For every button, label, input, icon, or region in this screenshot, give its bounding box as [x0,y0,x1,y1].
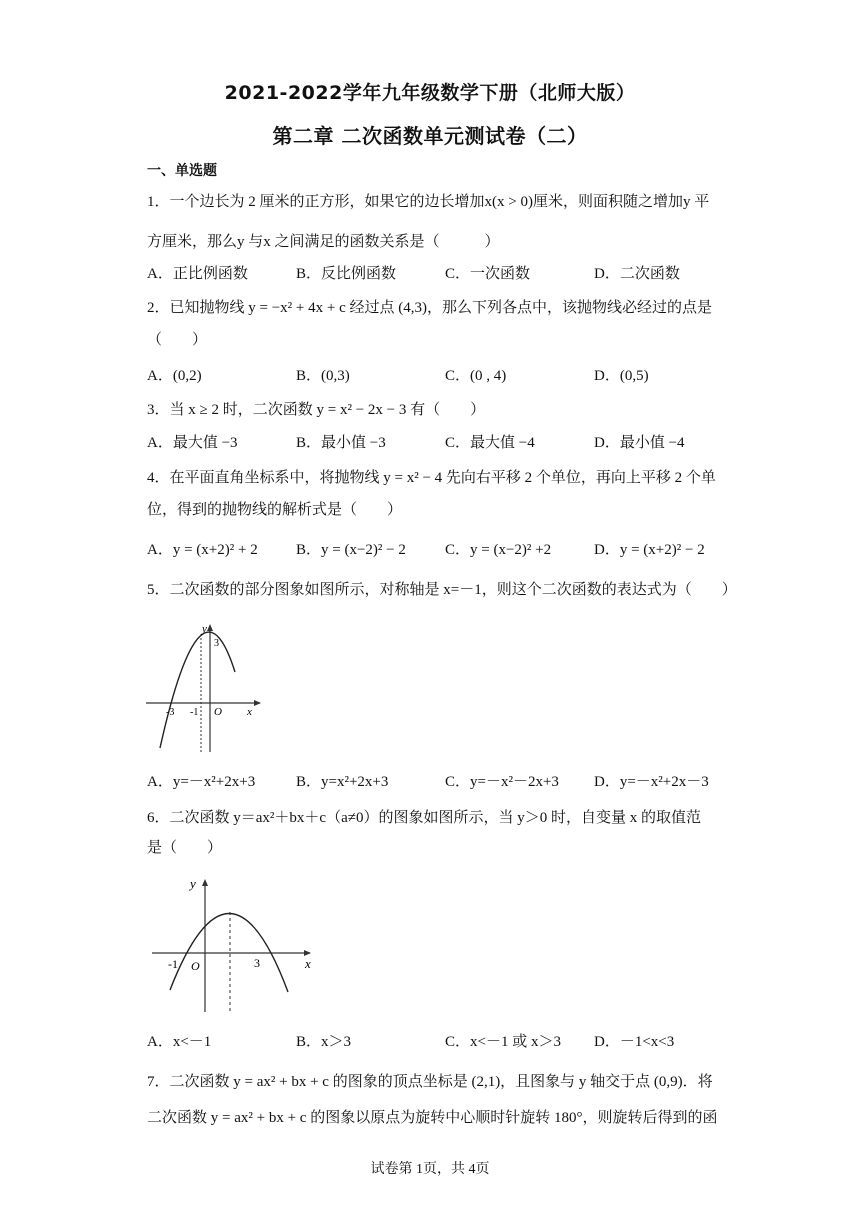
q1-line-1: 1．一个边长为 2 厘米的正方形，如果它的边长增加x(x > 0)厘米，则面积随之增加y 平 [147,194,710,210]
q4-option-b[interactable]: B．y = (x−2)² − 2 [296,542,406,558]
section-heading: 一、单选题 [147,163,217,179]
q6-option-d[interactable]: D．－1<x<3 [594,1034,675,1050]
q3-line-1: 3．当 x ≥ 2 时，二次函数 y = x² − 2x − 3 有（ ） [147,402,486,418]
q6-three-label: 3 [254,956,260,970]
q3-option-a[interactable]: A．最大值 −3 [147,435,238,451]
q6-line-2: 是（ ） [147,840,223,856]
document-title: 2021-2022学年九年级数学下册（北师大版） [224,82,636,104]
q5-y-label: y [202,623,207,635]
q6-option-b[interactable]: B．x＞3 [296,1034,352,1050]
page-footer: 试卷第 1页，共 4页 [370,1162,490,1177]
q5-option-a[interactable]: A．y=－x²+2x+3 [147,774,256,790]
q3-option-d[interactable]: D．最小值 −4 [594,435,685,451]
q5-top-label: 3 [214,638,219,649]
q7-line-1: 7．二次函数 y = ax² + bx + c 的图象的顶点坐标是 (2,1)，且图象与 y 轴交于点 (0,9)．将 [147,1074,713,1090]
q1-option-c[interactable]: C．一次函数 [445,266,531,282]
q5-x-label: x [247,706,252,718]
q2-option-d[interactable]: D．(0,5) [594,368,649,384]
q7-line-2: 二次函数 y = ax² + bx + c 的图象以原点为旋转中心顺时针旋转 180°，则旋转后得到的函 [147,1110,718,1126]
q6-y-label: y [190,876,196,891]
q6-parabola-graph [148,870,323,1015]
q5-option-b[interactable]: B．y=x²+2x+3 [296,774,389,790]
q5-origin-label: O [214,706,222,718]
q4-option-c[interactable]: C．y = (x−2)² +2 [445,542,552,558]
q5-parabola-graph [140,620,270,755]
q6-origin-label: O [191,959,200,973]
q2-option-a[interactable]: A．(0,2) [147,368,202,384]
q3-option-b[interactable]: B．最小值 −3 [296,435,386,451]
q5-parabola-curve [160,632,235,748]
q4-line-2: 位，得到的抛物线的解析式是（ ） [147,502,403,518]
q2-line-2: （ ） [147,332,208,348]
q5-neg3-label: -3 [166,707,175,718]
q4-option-d[interactable]: D．y = (x+2)² − 2 [594,542,705,558]
q2-line-1: 2．已知抛物线 y = −x² + 4x + c 经过点 (4,3)，那么下列各点中，该抛物线必经过的点是 [147,300,712,316]
q6-y-arrow-icon [202,879,208,886]
q2-option-b[interactable]: B．(0,3) [296,368,350,384]
q6-line-1: 6．二次函数 y＝ax²＋bx＋c（a≠0）的图象如图所示，当 y＞0 时，自变量 x 的取值范 [147,810,701,826]
q6-option-a[interactable]: A．x<－1 [147,1034,212,1050]
q5-neg1-label: -1 [190,707,199,718]
q5-line-1: 5．二次函数的部分图象如图所示，对称轴是 x=－1，则这个二次函数的表达式为（ ） [147,582,737,598]
q1-line-2: 方厘米，那么y 与x 之间满足的函数关系是（ ） [147,234,500,250]
q4-line-1: 4．在平面直角坐标系中，将抛物线 y = x² − 4 先向右平移 2 个单位，再向上平移 2 个单 [147,470,716,486]
q5-option-c[interactable]: C．y=－x²－2x+3 [445,774,559,790]
q1-option-b[interactable]: B．反比例函数 [296,266,397,282]
q2-option-c[interactable]: C．(0 , 4) [445,368,507,384]
q6-x-label: x [305,956,311,971]
q5-y-arrow-icon [207,624,213,631]
q6-neg1-label: -1 [168,957,178,971]
q1-option-d[interactable]: D．二次函数 [594,266,680,282]
q5-x-arrow-icon [254,700,261,706]
q6-option-c[interactable]: C．x<－1 或 x＞3 [445,1034,561,1050]
q5-option-d[interactable]: D．y=－x²+2x－3 [594,774,709,790]
document-subtitle: 第二章 二次函数单元测试卷（二） [272,124,588,148]
q1-option-a[interactable]: A．正比例函数 [147,266,248,282]
q4-option-a[interactable]: A．y = (x+2)² + 2 [147,542,258,558]
q3-option-c[interactable]: C．最大值 −4 [445,435,535,451]
